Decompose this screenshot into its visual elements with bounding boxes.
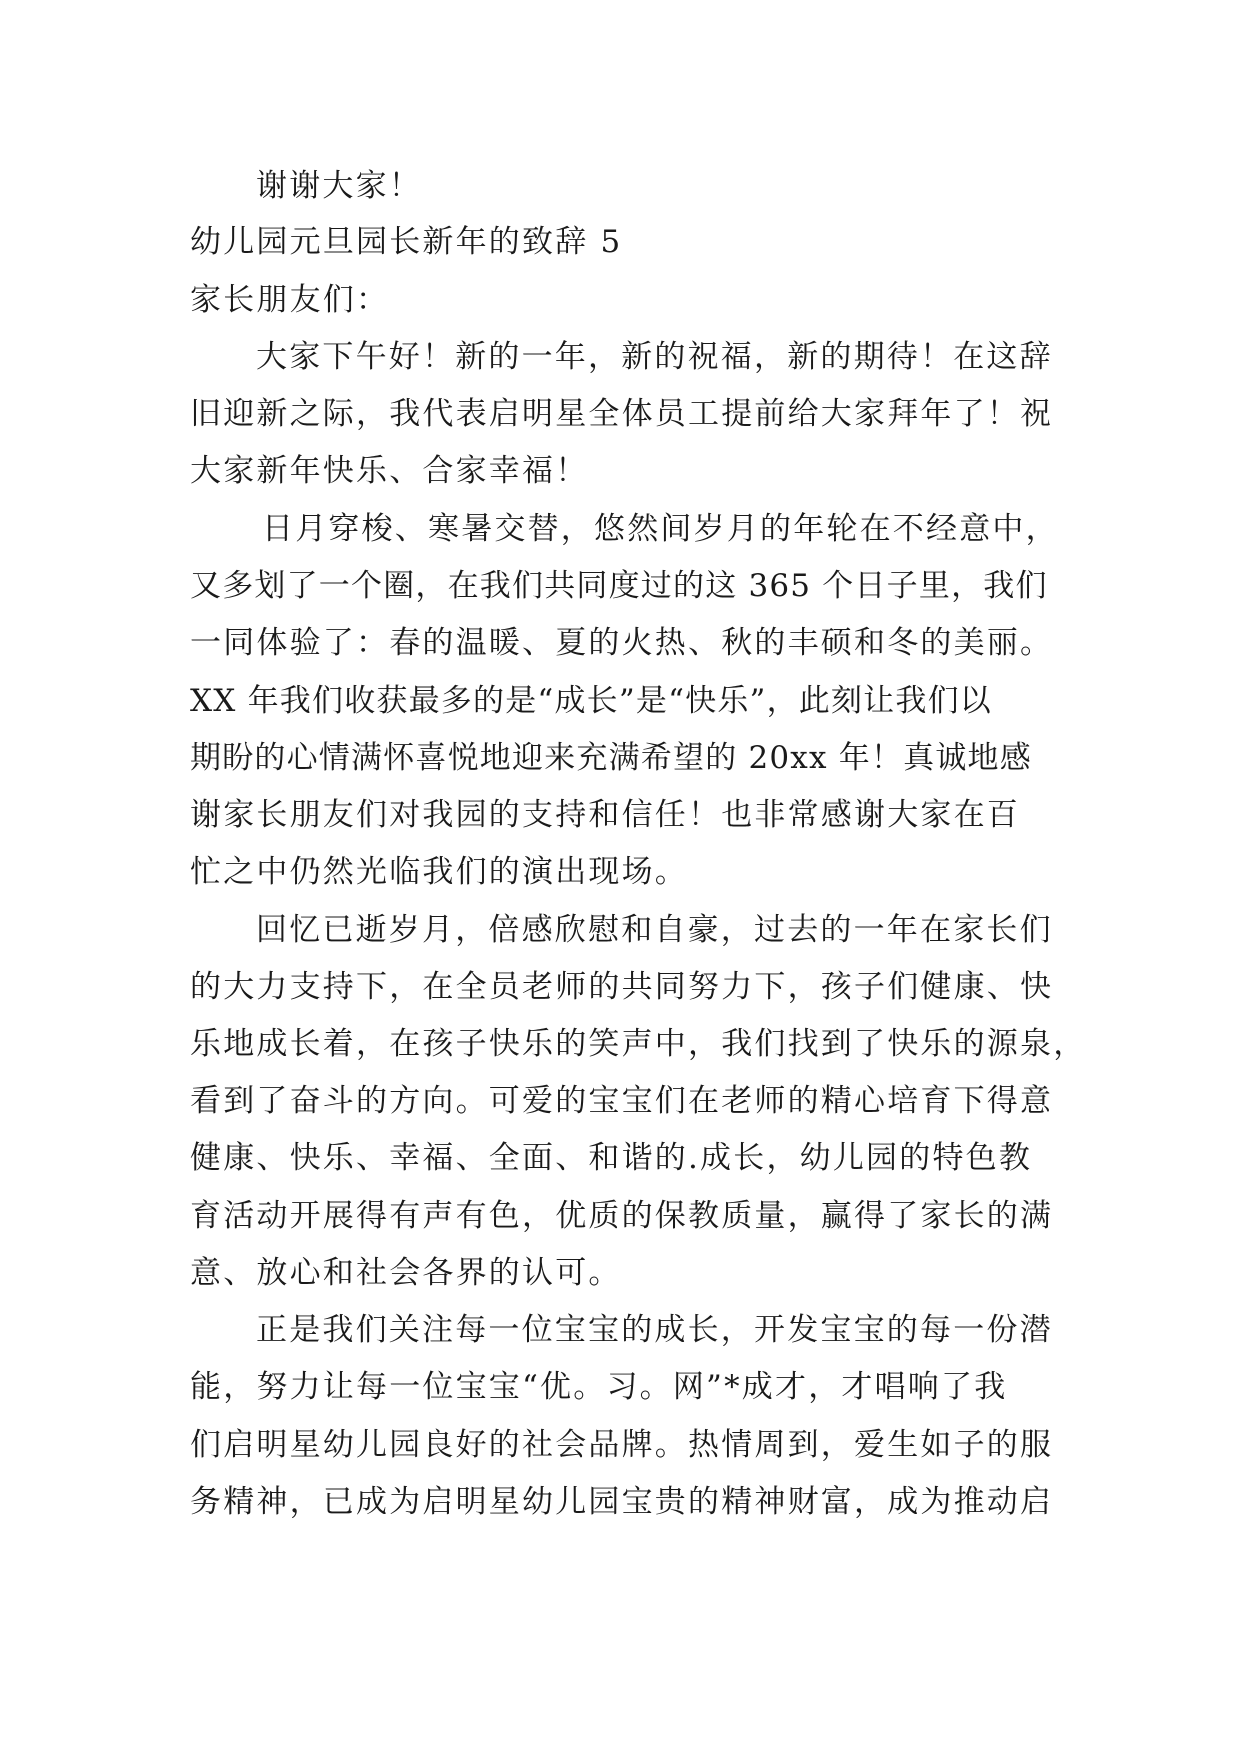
paragraph-1-line-2: 旧迎新之际，我代表启明星全体员工提前给大家拜年了！祝 (190, 396, 1054, 432)
paragraph-2-line-5: 期盼的心情满怀喜悦地迎来充满希望的 20xx 年！真诚地感 (190, 740, 1032, 776)
paragraph-4-line-4: 务精神，已成为启明星幼儿园宝贵的精神财富，成为推动启 (190, 1484, 1054, 1520)
closing-thanks-line: 谢谢大家！ (256, 168, 422, 204)
paragraph-3-line-5: 健康、快乐、幸福、全面、和谐的.成长，幼儿园的特色教 (190, 1140, 1033, 1176)
paragraph-2-line-4: XX 年我们收获最多的是“成长”是“快乐”，此刻让我们以 (190, 683, 992, 719)
paragraph-3-line-2: 的大力支持下，在全员老师的共同努力下，孩子们健康、快 (190, 969, 1054, 1005)
paragraph-2-line-7: 忙之中仍然光临我们的演出现场。 (190, 854, 688, 890)
section-title: 幼儿园元旦园长新年的致辞 5 (190, 224, 623, 260)
paragraph-4-line-1: 正是我们关注每一位宝宝的成长，开发宝宝的每一份潜 (256, 1312, 1053, 1348)
paragraph-2-line-6: 谢家长朋友们对我园的支持和信任！也非常感谢大家在百 (190, 797, 1020, 833)
paragraph-2-line-3: 一同体验了：春的温暖、夏的火热、秋的丰硕和冬的美丽。 (190, 625, 1054, 661)
paragraph-3-line-3: 乐地成长着，在孩子快乐的笑声中，我们找到了快乐的源泉， (190, 1026, 1087, 1062)
paragraph-2-line-1: 日月穿梭、寒暑交替，悠然间岁月的年轮在不经意中， (262, 511, 1059, 547)
paragraph-3-line-6: 育活动开展得有声有色，优质的保教质量，赢得了家长的满 (190, 1198, 1054, 1234)
paragraph-2-line-2: 又多划了一个圈，在我们共同度过的这 365 个日子里，我们 (190, 568, 1048, 604)
paragraph-4-line-2: 能，努力让每一位宝宝“优。习。网”*成才，才唱响了我 (190, 1369, 1008, 1405)
paragraph-3-line-4: 看到了奋斗的方向。可爱的宝宝们在老师的精心培育下得意 (190, 1083, 1054, 1119)
paragraph-3-line-1: 回忆已逝岁月，倍感欣慰和自豪，过去的一年在家长们 (256, 912, 1053, 948)
paragraph-3-line-7: 意、放心和社会各界的认可。 (190, 1255, 622, 1291)
paragraph-1-line-1: 大家下午好！新的一年，新的祝福，新的期待！在这辞 (256, 339, 1053, 375)
paragraph-4-line-3: 们启明星幼儿园良好的社会品牌。热情周到，爱生如子的服 (190, 1427, 1054, 1463)
salutation-line: 家长朋友们： (190, 282, 390, 318)
paragraph-1-line-3: 大家新年快乐、合家幸福！ (190, 453, 589, 489)
